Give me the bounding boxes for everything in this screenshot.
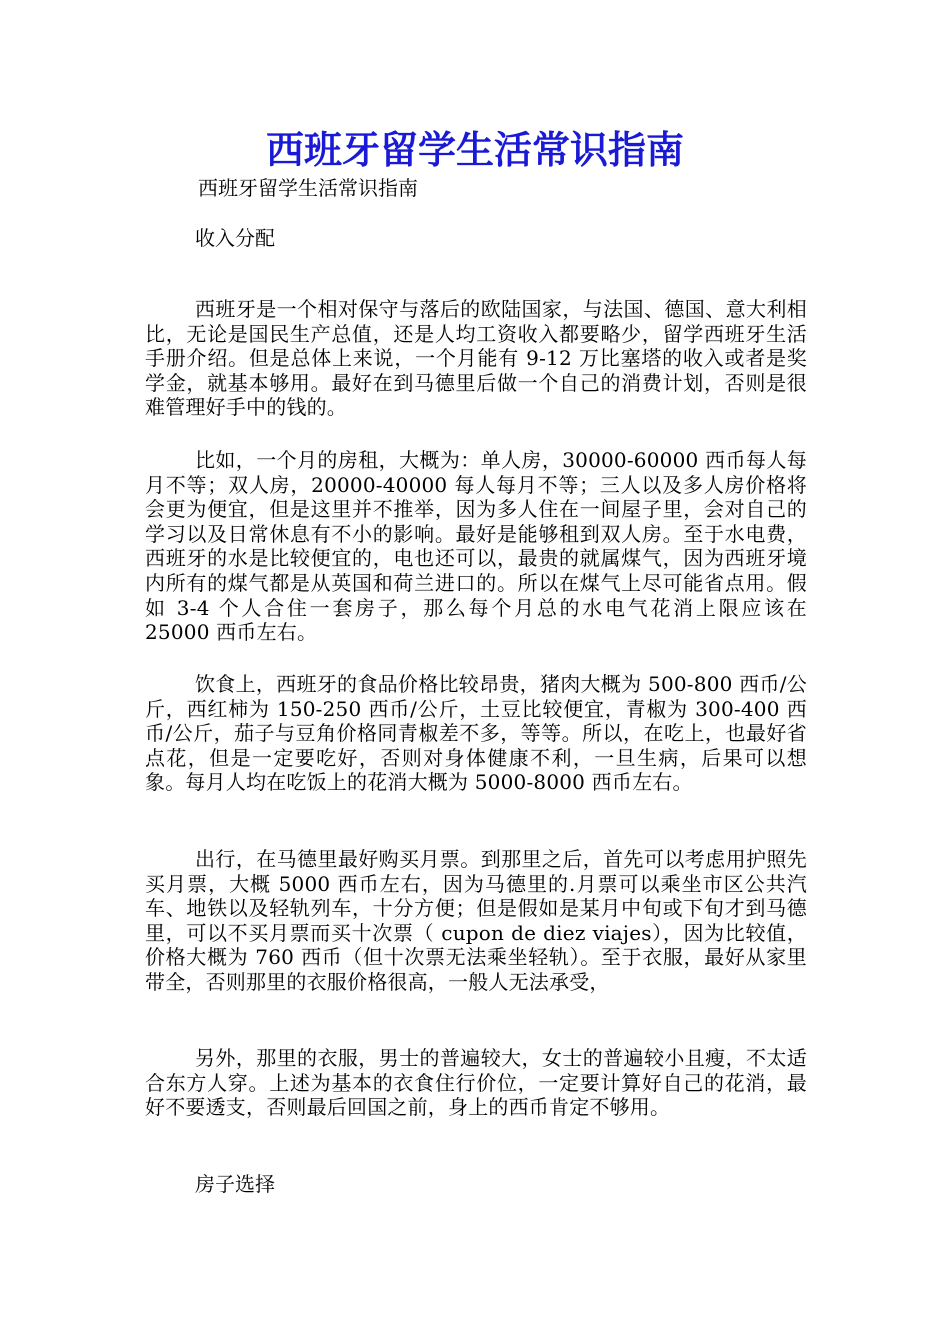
document-subtitle: 西班牙留学生活常识指南 [198,176,418,200]
paragraph-food: 饮食上，西班牙的食品价格比较昂贵，猪肉大概为 500-800 西币/公斤，西红柿为 150-250 西币/公斤，土豆比较便宜，青椒为 300-400 西币/公斤，茄子与豆角价格同青椒差不多，等等。所以，在吃上，也最好省点花，但是一定要吃好，否则对身体健康不利，一旦生病，后果可以想象。每月人均在吃饭上的花消大概为 5000-8000 西币左右。 [145,672,807,795]
section-heading-housing: 房子选择 [195,1172,275,1196]
paragraph-transport: 出行，在马德里最好购买月票。到那里之后，首先可以考虑用护照先买月票，大概 5000 西币左右，因为马德里的.月票可以乘坐市区公共汽车、地铁以及轻轨列车，十分方便；但是假如是某月中旬或下旬才到马德里，可以不买月票而买十次票（ cupon de diez viajes），因为比较值，价格大概为 760 西币（但十次票无法乘坐轻轨）。至于衣服，最好从家里带全，否则那里的衣服价格很高，一般人无法承受， [145,847,807,994]
paragraph-rent-utilities: 比如，一个月的房租，大概为：单人房，30000-60000 西币每人每月不等；双人房，20000-40000 每人每月不等；三人以及多人房价格将会更为便宜，但是这里并不推举，因为多人住在一间屋子里，会对自己的学习以及日常休息有不小的影响。最好是能够租到双人房。至于水电费，西班牙的水是比较便宜的，电也还可以，最贵的就属煤气，因为西班牙境内所有的煤气都是从英国和荷兰进口的。所以在煤气上尽可能省点用。假如 3-4 个人合住一套房子，那么每个月总的水电气花消上限应该在 25000 西币左右。 [145,448,807,645]
section-heading-income: 收入分配 [195,226,275,250]
paragraph-income-overview: 西班牙是一个相对保守与落后的欧陆国家，与法国、德国、意大利相比，无论是国民生产总值，还是人均工资收入都要略少，留学西班牙生活手册介绍。但是总体上来说，一个月能有 9-12 万比塞塔的收入或者是奖学金，就基本够用。最好在到马德里后做一个自己的消费计划，否则是很难管理好手中的钱的。 [145,297,807,420]
paragraph-clothing: 另外，那里的衣服，男士的普遍较大，女士的普遍较小且瘦，不太适合东方人穿。上述为基本的衣食住行价位，一定要计算好自己的花消，最好不要透支，否则最后回国之前，身上的西币肯定不够用。 [145,1046,807,1120]
document-title: 西班牙留学生活常识指南 [265,127,684,172]
